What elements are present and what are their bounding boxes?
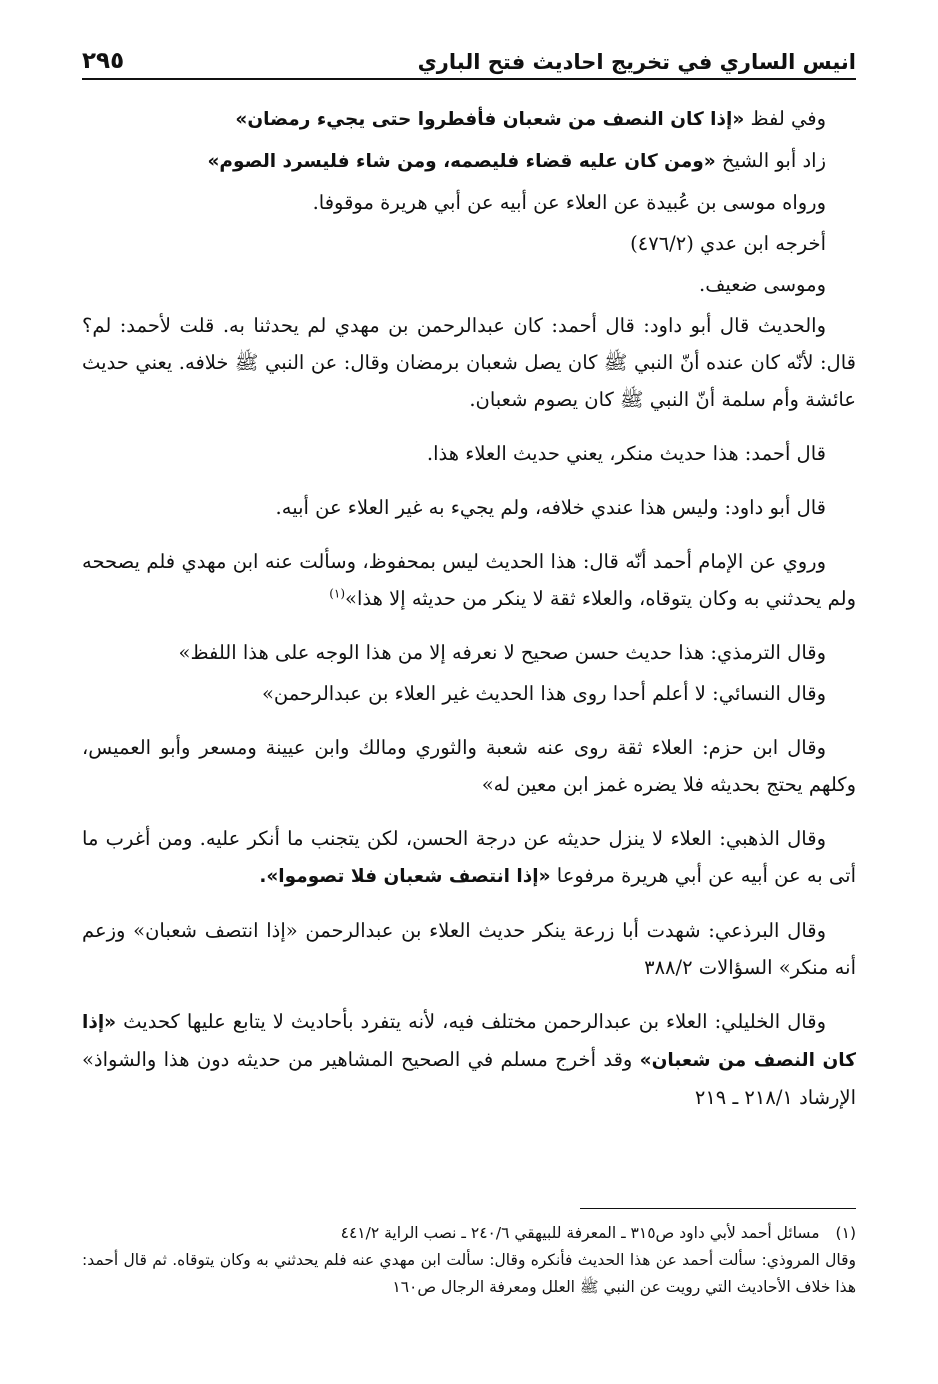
paragraph: قال أبو داود: وليس هذا عندي خلافه، ولم يجيء به غير العلاء عن أبيه. xyxy=(275,496,826,519)
paragraph xyxy=(82,1003,856,1116)
paragraph-text: وفي لفظ xyxy=(744,107,826,130)
paragraph xyxy=(82,100,856,138)
paragraph xyxy=(82,820,856,895)
paragraph-text: وقال الذهبي: العلاء لا ينزل حديثه عن درجة الحسن، لكن يتجنب ما أنكر عليه. ومن أغرب ما أتى به عن أبيه عن أبي هريرة مرفوعا xyxy=(82,827,856,887)
paragraph: وقال البرذعي: شهدت أبا زرعة ينكر حديث العلاء بن عبدالرحمن «إذا انتصف شعبان» وزعم أنه منكر» السؤالات ٣٨٨/٢ xyxy=(82,919,856,979)
paragraph: وموسى ضعيف. xyxy=(699,273,826,296)
paragraph-text: وقال الخليلي: العلاء بن عبدالرحمن مختلف فيه، لأنه يتفرد بأحاديث لا يتابع عليها كحديث xyxy=(116,1010,826,1033)
paragraph: وقال الترمذي: هذا حديث حسن صحيح لا نعرفه إلا من هذا الوجه على هذا اللفظ» xyxy=(178,641,826,664)
page-number: ٢٩٥ xyxy=(82,48,125,74)
paragraph-text: وروي عن الإمام أحمد أنّه قال: هذا الحديث ليس بمحفوظ، وسألت عنه ابن مهدي فلم يصححه ولم يحدثني به وكان يتوقاه، والعلاء ثقة لا ينكر من حديثه إلا هذا» xyxy=(82,550,856,610)
quoted-hadith: «إذا انتصف شعبان فلا تصوموا». xyxy=(259,866,551,887)
paragraph xyxy=(82,543,856,617)
footnote-text: مسائل أحمد لأبي داود ص٣١٥ ـ المعرفة للبيهقي ٢٤٠/٦ ـ نصب الراية ٤٤١/٢ xyxy=(340,1224,820,1242)
paragraph: قال أحمد: هذا حديث منكر، يعني حديث العلاء هذا. xyxy=(426,442,826,465)
paragraph: أخرجه ابن عدي (٤٧٦/٢) xyxy=(630,232,826,255)
running-header xyxy=(82,40,856,74)
footnote xyxy=(82,1220,856,1247)
quoted-hadith: «إذا كان النصف من شعبان فأفطروا حتى يجيء رمضان» xyxy=(235,109,745,130)
main-text xyxy=(82,100,856,1133)
header-rule xyxy=(82,78,856,80)
paragraph: ورواه موسى بن عُبيدة عن العلاء عن أبيه عن أبي هريرة موقوفا. xyxy=(312,191,826,214)
paragraph-text: زاد أبو الشيخ xyxy=(715,149,826,172)
footnote-continuation: وقال المروذي: سألت أحمد عن هذا الحديث فأنكره وقال: سألت ابن مهدي عنه فلم يحدثني به وكان يتوقاه. ثم قال أحمد: هذا خلاف الأحاديث التي رويت عن النبي ﷺ العلل ومعرفة الرجال ص١٦٠ xyxy=(82,1251,856,1296)
quoted-hadith: «إذا كان النصف من شعبان» xyxy=(82,1012,856,1071)
header-title: انيس الساري في تخريج احاديث فتح الباري xyxy=(417,50,856,74)
paragraph: وقال النسائي: لا أعلم أحدا روى هذا الحديث غير العلاء بن عبدالرحمن» xyxy=(261,682,826,705)
paragraph-text: وقد أخرج مسلم في الصحيح المشاهير من حديثه دون هذا والشواذ» الإرشاد ٢١٨/١ ـ ٢١٩ xyxy=(82,1048,856,1109)
footnotes xyxy=(82,1220,856,1301)
footnote-number: (١) xyxy=(835,1224,856,1242)
footnote-marker: (١) xyxy=(329,586,346,601)
paragraph: والحديث قال أبو داود: قال أحمد: كان عبدالرحمن بن مهدي لم يحدثنا به. قلت لأحمد: لم؟ قال: لأنّه كان عنده أنّ النبي ﷺ كان يصل شعبان برمضان وقال: عن النبي ﷺ خلافه. يعني حديث عائشة وأم سلمة أنّ النبي ﷺ كان يصوم شعبان. xyxy=(82,314,856,411)
footnote-rule xyxy=(580,1208,856,1209)
paragraph xyxy=(82,142,856,180)
quoted-hadith: «ومن كان عليه قضاء فليصمه، ومن شاء فليسرد الصوم» xyxy=(207,151,716,172)
paragraph: وقال ابن حزم: العلاء ثقة روى عنه شعبة والثوري ومالك وابن عيينة ومسعر وأبو العميس، وكلهم يحتج بحديثه فلا يضره غمز ابن معين له» xyxy=(82,736,856,796)
